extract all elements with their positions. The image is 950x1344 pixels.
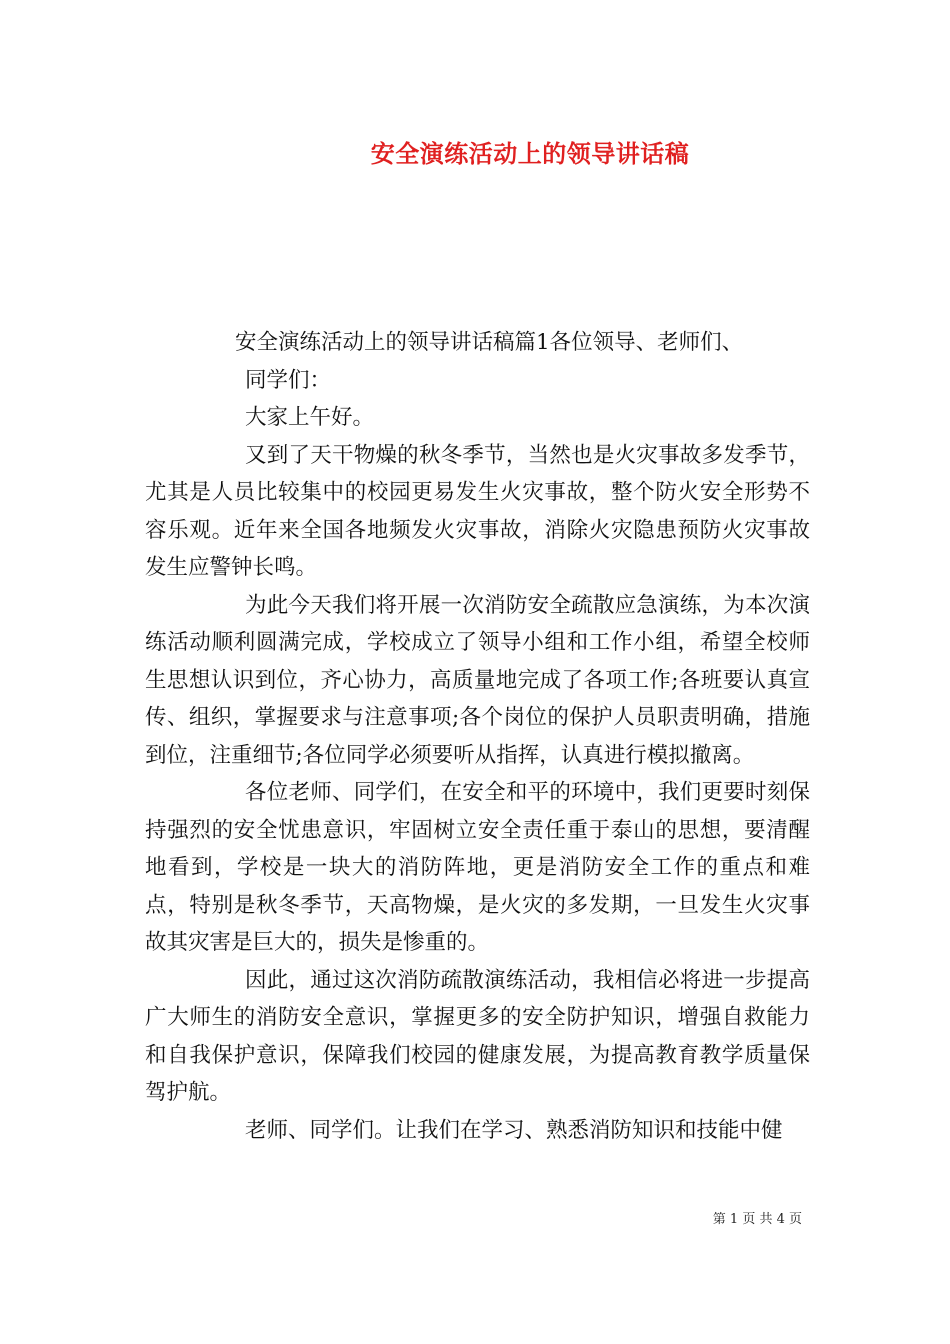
paragraph-greeting: 大家上午好。 — [245, 405, 375, 430]
paragraph: 又到了天干物燥的秋冬季节，当然也是火灾事故多发季节，尤其是人员比较集中的校园更易发生火灾事故，整个防火安全形势不容乐观。近年来全国各地频发火灾事故，消除火灾隐患预防火灾事故发生应警钟长鸣。 — [145, 442, 810, 580]
paragraph: 为此今天我们将开展一次消防安全疏散应急演练，为本次演练活动顺利圆满完成，学校成立了领导小组和工作小组，希望全校师生思想认识到位，齐心协力，高质量地完成了各项工作;各班要认真宣传、组织，掌握要求与注意事项;各个岗位的保护人员职责明确，措施到位，注重细节;各位同学必须要听从指挥，认真进行模拟撤离。 — [145, 592, 810, 768]
paragraph: 老师、同学们。让我们在学习、熟悉消防知识和技能中健 — [245, 1117, 783, 1143]
paragraph: 各位老师、同学们，在安全和平的环境中，我们更要时刻保持强烈的安全忧患意识，牢固树立安全责任重于泰山的思想，要清醒地看到，学校是一块大的消防阵地，更是消防安全工作的重点和难点，特别是秋冬季节，天高物燥，是火灾的多发期，一旦发生火灾事故其灾害是巨大的，损失是惨重的。 — [145, 780, 810, 955]
document-title: 安全演练活动上的领导讲话稿 — [370, 139, 690, 168]
paragraph-intro: 安全演练活动上的领导讲话稿篇1各位领导、老师们、 — [235, 330, 744, 355]
page-number: 第 1 页 共 4 页 — [712, 1212, 802, 1227]
document-body — [145, 324, 810, 1149]
paragraph: 因此，通过这次消防疏散演练活动，我相信必将进一步提高广大师生的消防安全意识，掌握更多的安全防护知识，增强自救能力和自我保护意识，保障我们校园的健康发展，为提高教育教学质量保驾护航。 — [145, 967, 810, 1105]
paragraph-salutation: 同学们： — [245, 367, 332, 393]
